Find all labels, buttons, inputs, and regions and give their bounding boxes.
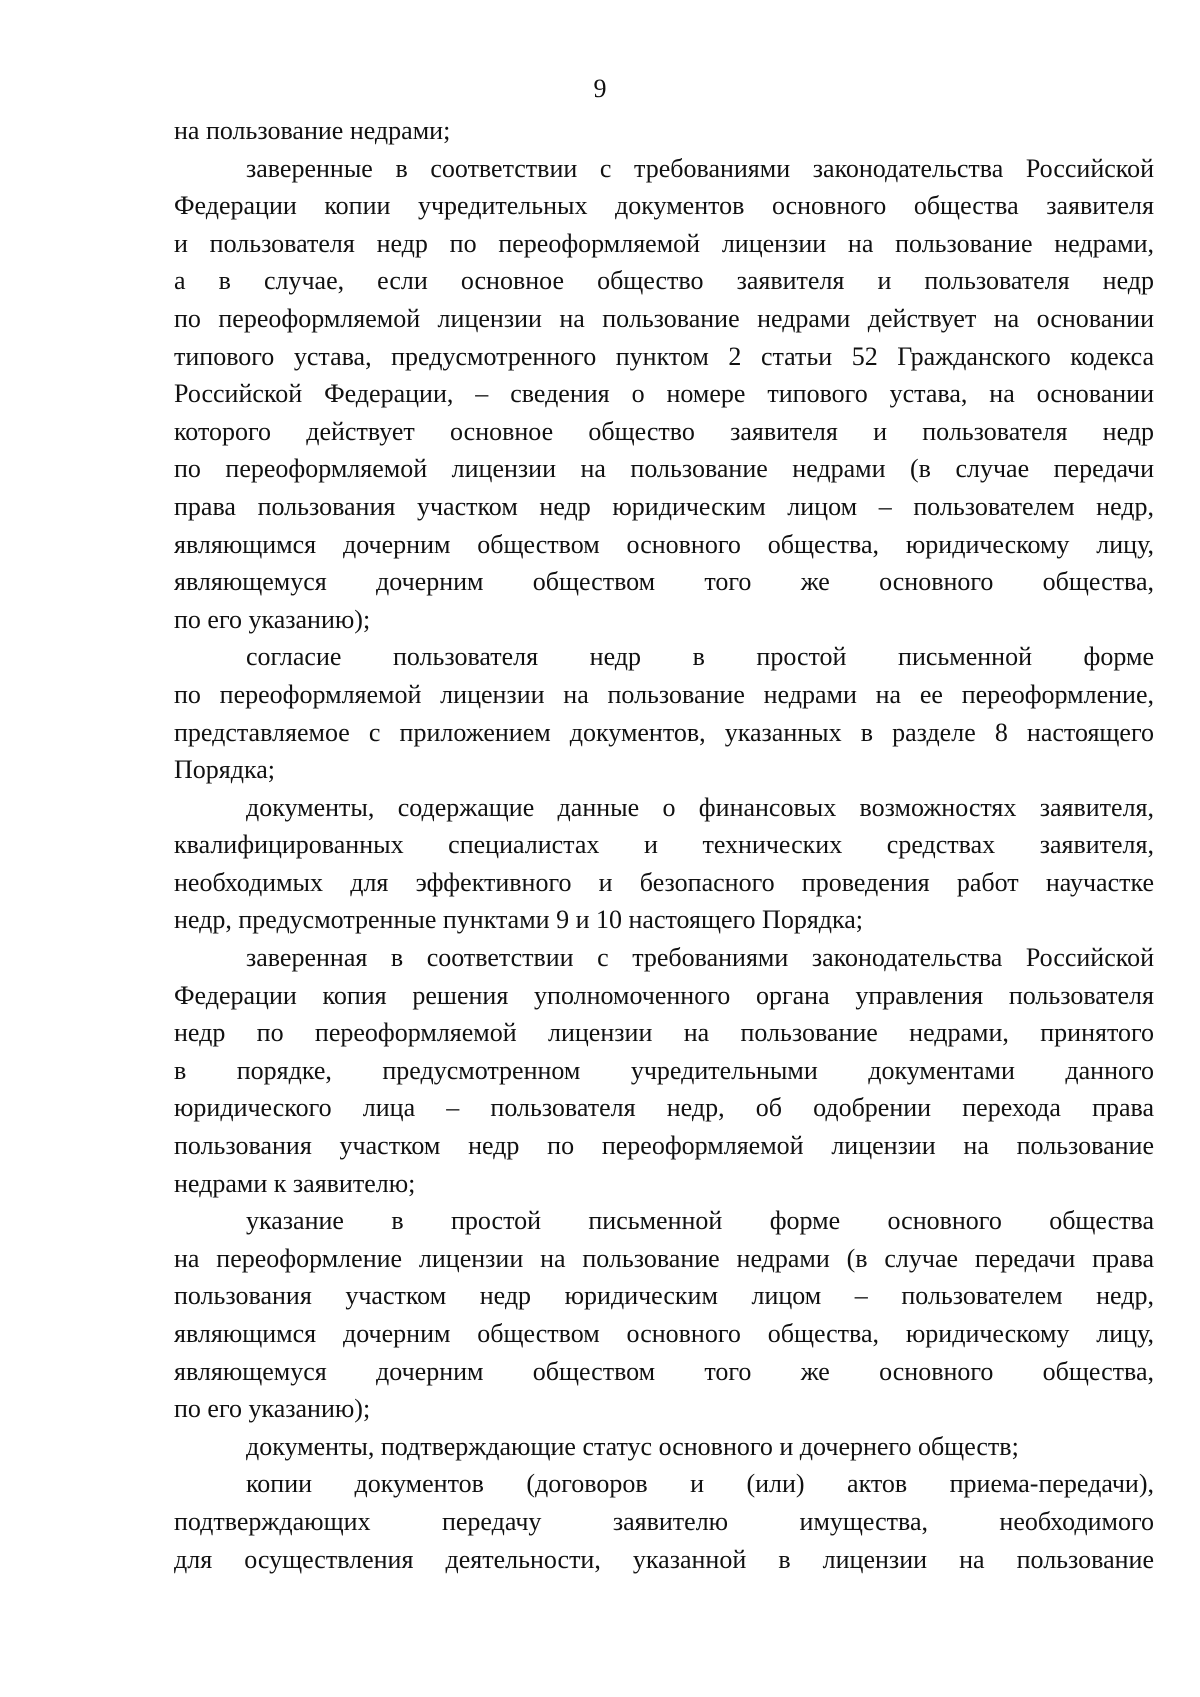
text-line: являющемуся дочерним обществом того же основного общества, xyxy=(174,1356,1154,1386)
text-line: документы, содержащие данные о финансовых возможностях заявителя, xyxy=(246,792,1154,822)
text-line: Российской Федерации, – сведения о номере типового устава, на основании xyxy=(174,379,1154,409)
text-line: пользования участком недр юридическим лицом – пользователем недр, xyxy=(174,1281,1154,1311)
text-line: представляемое с приложением документов, указанных в разделе 8 настоящего xyxy=(174,717,1154,747)
text-line: подтверждающих передачу заявителю имущества, необходимого xyxy=(174,1506,1154,1536)
text-line: указание в простой письменной форме основного общества xyxy=(246,1206,1154,1236)
text-line: Федерации копия решения уполномоченного органа управления пользователя xyxy=(174,980,1154,1010)
text-line: по переоформляемой лицензии на пользование недрами (в случае передачи xyxy=(174,454,1154,484)
text-line: Порядка; xyxy=(174,755,275,785)
text-line: Федерации копии учредительных документов основного общества заявителя xyxy=(174,191,1154,221)
text-line: заверенная в соответствии с требованиями законодательства Российской xyxy=(246,943,1154,973)
text-line: по его указанию); xyxy=(174,604,371,634)
text-line: согласие пользователя недр в простой письменной форме xyxy=(246,642,1154,672)
text-line: недр по переоформляемой лицензии на пользование недрами, принятого xyxy=(174,1018,1154,1048)
text-line: в порядке, предусмотренном учредительными документами данного xyxy=(174,1055,1154,1085)
text-line: копии документов (договоров и (или) актов приема-передачи), xyxy=(246,1469,1154,1499)
text-line: для осуществления деятельности, указанной в лицензии на пользование xyxy=(174,1544,1154,1574)
text-line: являющимся дочерним обществом основного общества, юридическому лицу, xyxy=(174,529,1154,559)
text-line: документы, подтверждающие статус основного и дочернего обществ; xyxy=(246,1431,1019,1461)
text-line: заверенные в соответствии с требованиями законодательства Российской xyxy=(246,153,1154,183)
text-line: по переоформляемой лицензии на пользование недрами на ее переоформление, xyxy=(174,679,1154,709)
text-line: необходимых для эффективного и безопасного проведения работ научастке xyxy=(174,867,1154,897)
text-line: а в случае, если основное общество заявителя и пользователя недр xyxy=(174,266,1154,296)
text-line: являющимся дочерним обществом основного общества, юридическому лицу, xyxy=(174,1319,1154,1348)
text-line: недрами к заявителю; xyxy=(174,1168,416,1198)
text-line: и пользователя недр по переоформляемой лицензии на пользование недрами, xyxy=(174,228,1154,258)
text-line: по переоформляемой лицензии на пользование недрами действует на основании xyxy=(174,303,1154,333)
text-line: которого действует основное общество заявителя и пользователя недр xyxy=(174,416,1154,446)
text-line: на переоформление лицензии на пользование недрами (в случае передачи права xyxy=(174,1243,1154,1273)
page-number: 9 xyxy=(593,74,607,103)
text-line: пользования участком недр по переоформляемой лицензии на пользование xyxy=(174,1131,1154,1161)
document-body xyxy=(174,112,1154,1578)
text-line: по его указанию); xyxy=(174,1394,371,1424)
text-line: являющемуся дочерним обществом того же основного общества, xyxy=(174,567,1154,597)
text-line: юридического лица – пользователя недр, об одобрении перехода права xyxy=(174,1093,1154,1123)
text-line: на пользование недрами; xyxy=(174,116,451,145)
text-line: квалифицированных специалистах и технических средствах заявителя, xyxy=(174,830,1154,860)
text-line: права пользования участком недр юридическим лицом – пользователем недр, xyxy=(174,491,1154,521)
text-line: типового устава, предусмотренного пунктом 2 статьи 52 Гражданского кодекса xyxy=(174,341,1154,371)
text-line: недр, предусмотренные пунктами 9 и 10 настоящего Порядка; xyxy=(174,905,864,935)
